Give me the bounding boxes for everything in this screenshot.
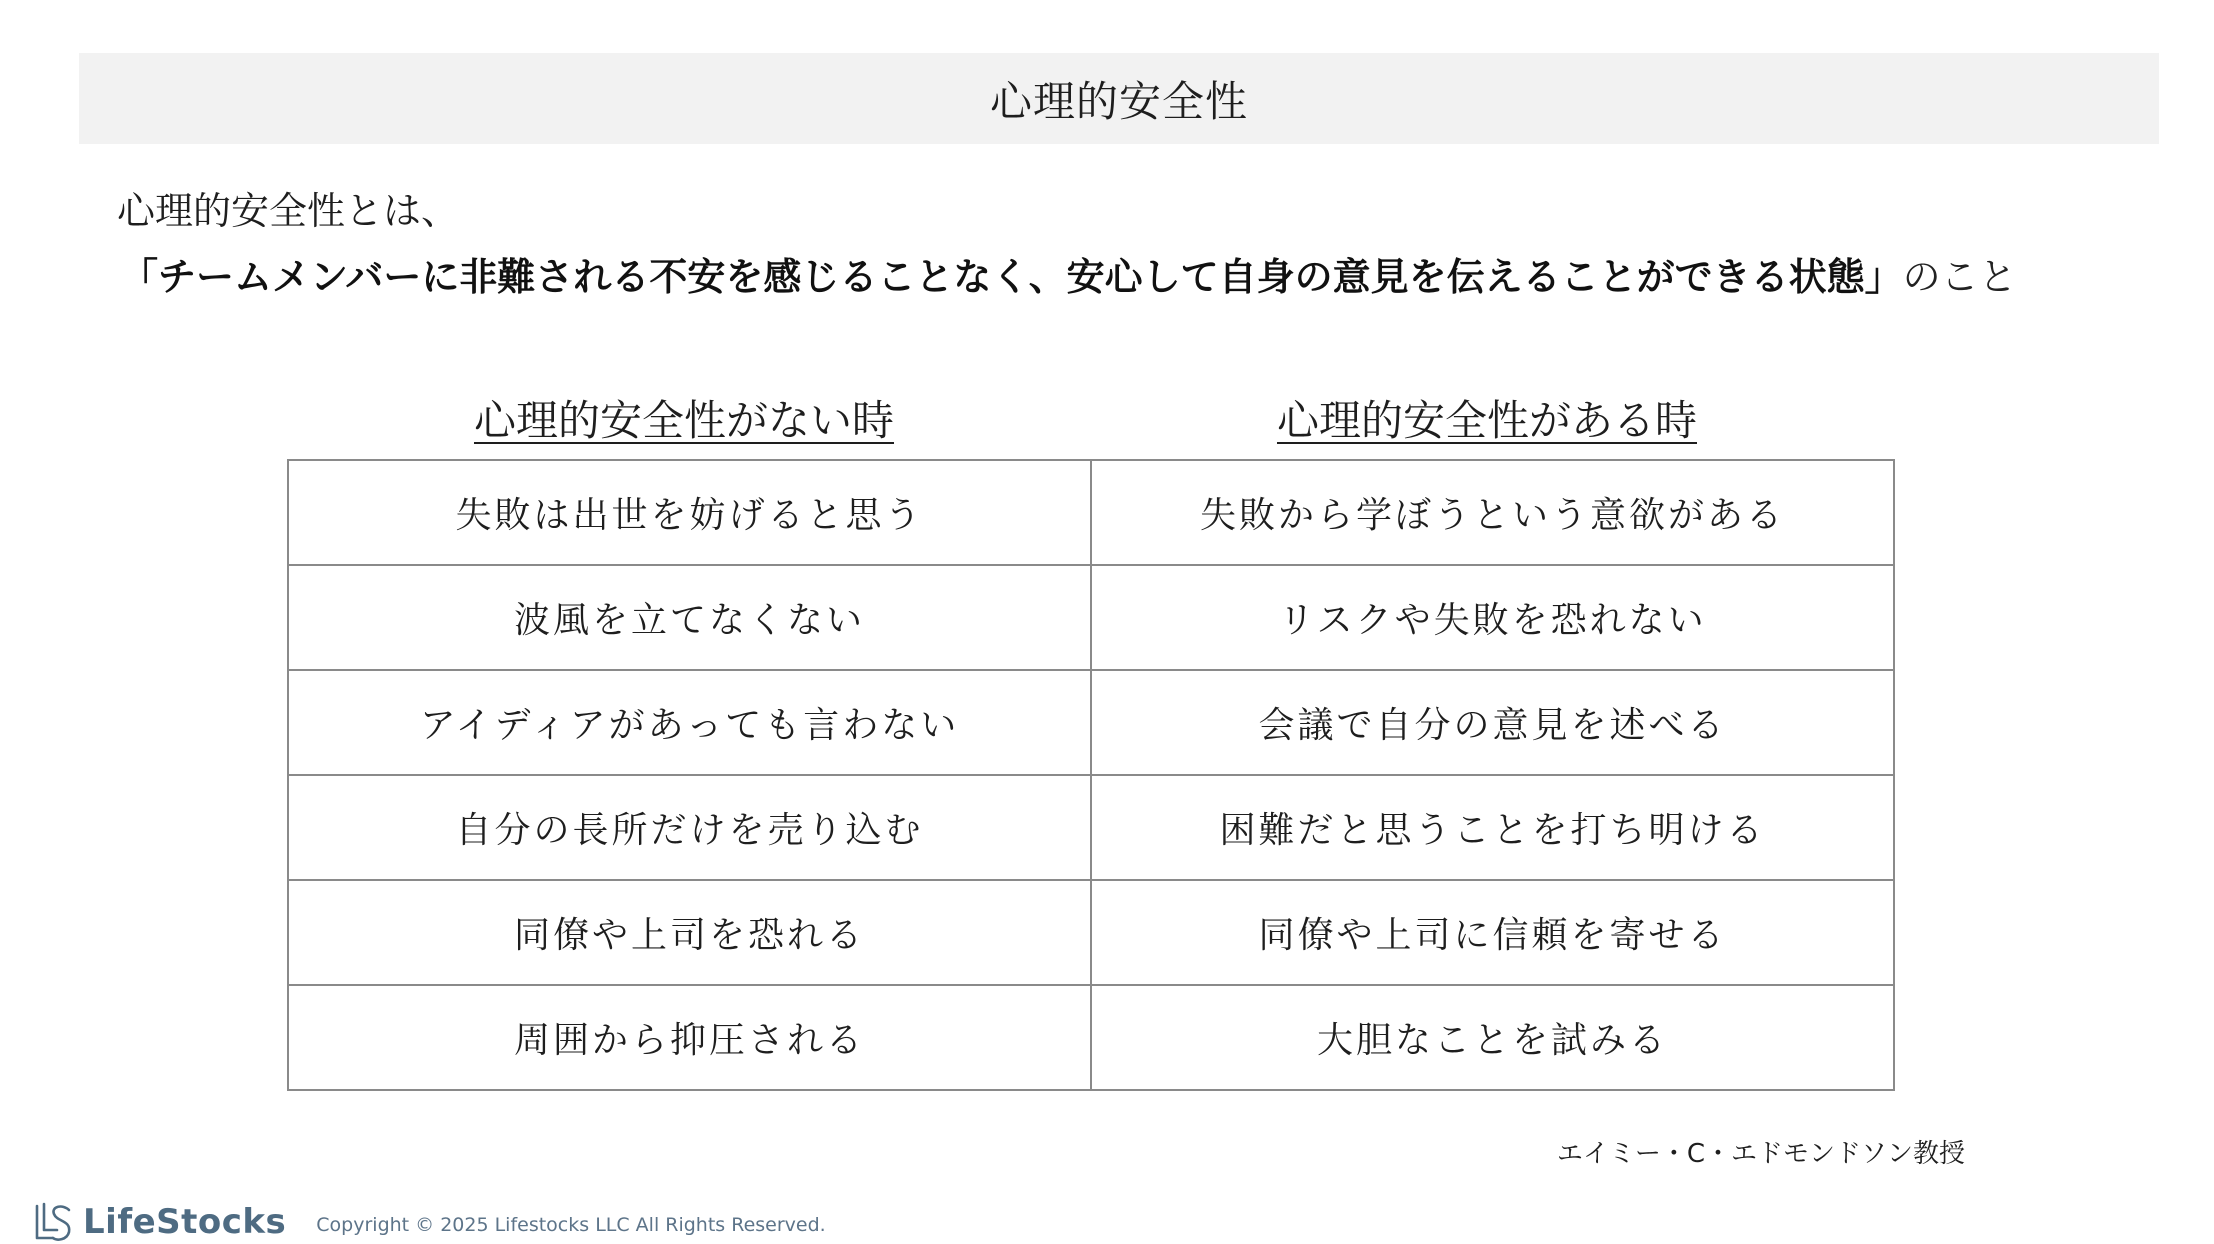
copyright: Copyright © 2025 Lifestocks LLC All Rights Reserved.: [316, 1214, 826, 1236]
lifestocks-logo-icon: [33, 1200, 73, 1244]
comparison-table: [287, 459, 1895, 1091]
cell-without: 失敗は出世を妨げると思う: [288, 460, 1091, 565]
table-row: [288, 775, 1894, 880]
intro-text: 心理的安全性とは、: [117, 189, 460, 233]
heading-with-safety: 心理的安全性がある時: [1276, 396, 1698, 445]
page-title: 心理的安全性: [989, 76, 1248, 126]
definition-bold: 「チームメンバーに非難される不安を感じることなく、安心して自身の意見を伝えることができる状態」: [120, 255, 1903, 299]
logo-text: LifeStocks: [83, 1202, 287, 1242]
table-row: [288, 985, 1894, 1090]
definition-tail: のこと: [1902, 255, 2017, 299]
table-row: [288, 460, 1894, 565]
heading-without-safety: 心理的安全性がない時: [473, 396, 895, 445]
title-bar: [79, 53, 2159, 144]
cell-with: 失敗から学ぼうという意欲がある: [1091, 460, 1894, 565]
table-row: [288, 670, 1894, 775]
attribution: エイミー・C・エドモンドソン教授: [1556, 1139, 1965, 1169]
table-row: [288, 880, 1894, 985]
cell-without: 同僚や上司を恐れる: [288, 880, 1091, 985]
cell-without: アイディアがあっても言わない: [288, 670, 1091, 775]
cell-without: 周囲から抑圧される: [288, 985, 1091, 1090]
cell-without: 自分の長所だけを売り込む: [288, 775, 1091, 880]
cell-with: リスクや失敗を恐れない: [1091, 565, 1894, 670]
cell-with: 大胆なことを試みる: [1091, 985, 1894, 1090]
definition-statement: [120, 246, 2017, 301]
cell-without: 波風を立てなくない: [288, 565, 1091, 670]
cell-with: 同僚や上司に信頼を寄せる: [1091, 880, 1894, 985]
table-row: [288, 565, 1894, 670]
footer: [33, 1200, 826, 1244]
cell-with: 会議で自分の意見を述べる: [1091, 670, 1894, 775]
cell-with: 困難だと思うことを打ち明ける: [1091, 775, 1894, 880]
